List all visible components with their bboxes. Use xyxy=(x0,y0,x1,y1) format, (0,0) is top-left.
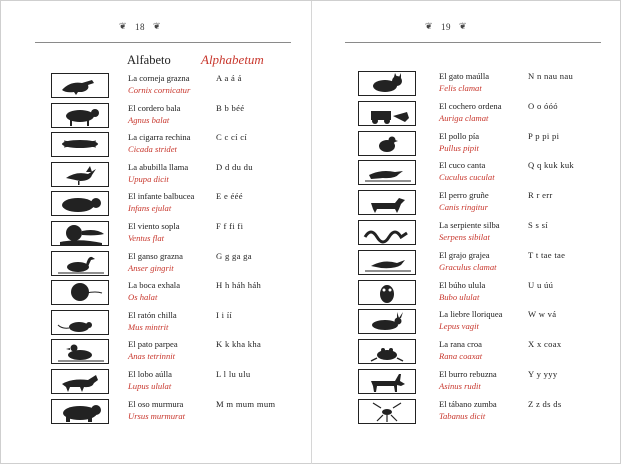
spanish-phrase: El oso murmura xyxy=(128,398,184,409)
spanish-phrase: La rana croa xyxy=(439,339,482,350)
latin-phrase: Pullus pipit xyxy=(439,142,479,153)
right-folio xyxy=(425,21,467,32)
spanish-phrase: El burro rebuzna xyxy=(439,369,497,379)
left-entry-row xyxy=(51,102,306,130)
snake-icon xyxy=(358,220,416,245)
horsefly-icon xyxy=(358,399,416,424)
spanish-phrase: El cordero bala xyxy=(128,102,181,113)
hare-icon xyxy=(358,309,416,334)
spanish-phrase: La boca exhala xyxy=(128,280,181,291)
spanish-phrase: El pollo pía xyxy=(439,130,480,141)
heading-spanish: Alfabeto xyxy=(127,53,171,67)
right-page xyxy=(312,1,621,464)
spanish-phrase: La cigarra rechina xyxy=(128,132,191,143)
fleuron-icon: ❦ xyxy=(119,21,128,31)
left-page-number: 18 xyxy=(135,21,146,32)
heading-latin: Alphabetum xyxy=(201,52,264,67)
right-header-rule xyxy=(345,42,601,43)
spanish-phrase: La liebre lloriquea xyxy=(439,309,503,320)
spanish-phrase: El lobo aúlla xyxy=(128,369,172,379)
letter-sound: U u úú xyxy=(528,279,554,290)
spanish-phrase: El ganso grazna xyxy=(128,250,183,261)
left-folio xyxy=(119,21,161,32)
letter-sound: G g ga ga xyxy=(216,250,252,261)
latin-phrase: Serpens sibilat xyxy=(439,232,490,242)
latin-phrase: Upupa dicit xyxy=(128,173,169,184)
letter-sound: X x coax xyxy=(528,339,562,350)
left-entry-row xyxy=(51,131,306,159)
letter-sound: E e ééé xyxy=(216,191,243,202)
latin-phrase: Mus mintrit xyxy=(128,321,169,332)
latin-phrase: Bubo ululat xyxy=(439,291,480,302)
right-entry-row xyxy=(358,308,613,336)
cat-icon xyxy=(358,71,416,96)
dog-icon xyxy=(358,190,416,215)
left-entry-row xyxy=(51,190,306,218)
letter-sound: O o óóó xyxy=(528,100,558,111)
right-entry-row xyxy=(358,219,613,247)
left-entry-row xyxy=(51,398,306,426)
spanish-phrase: El ratón chilla xyxy=(128,309,177,320)
spanish-phrase: El viento sopla xyxy=(128,221,180,231)
left-entry-row xyxy=(51,250,306,278)
right-entry-row xyxy=(358,368,613,396)
latin-phrase: Tabanus dicit xyxy=(439,410,486,421)
letter-sound: N n nau nau xyxy=(528,71,574,81)
letter-sound: D d du du xyxy=(216,161,253,172)
mouth-icon xyxy=(51,280,109,305)
left-entry-row xyxy=(51,338,306,366)
right-entry-row xyxy=(358,249,613,277)
latin-phrase: Canis ringitur xyxy=(439,202,488,213)
owl-icon xyxy=(358,280,416,305)
letter-sound: M m mum mum xyxy=(216,398,276,409)
spanish-phrase: El perro gruñe xyxy=(439,190,489,201)
left-entry-row xyxy=(51,309,306,337)
latin-phrase: Os halat xyxy=(128,292,158,303)
letter-sound: I i íí xyxy=(216,309,233,320)
fleuron-icon: ❦ xyxy=(153,21,162,31)
crow-icon xyxy=(51,73,109,98)
letter-sound: Q q kuk kuk xyxy=(528,160,575,171)
spanish-phrase: El grajo grajea xyxy=(439,249,490,260)
latin-phrase: Infans ejulat xyxy=(128,203,172,214)
latin-phrase: Anas tetrinnit xyxy=(128,351,176,362)
latin-phrase: Cicada stridet xyxy=(128,144,177,155)
right-entry-row xyxy=(358,70,613,98)
infant-icon xyxy=(51,191,109,216)
coachman-icon xyxy=(358,101,416,126)
latin-phrase: Ventus flat xyxy=(128,233,165,243)
right-entry-row xyxy=(358,100,613,128)
latin-phrase: Ursus murmurat xyxy=(128,410,186,421)
latin-phrase: Cornix cornicatur xyxy=(128,85,191,95)
goose-icon xyxy=(51,251,109,276)
spanish-phrase: El búho ulula xyxy=(439,279,486,290)
lamb-icon xyxy=(51,103,109,128)
bear-icon xyxy=(51,399,109,424)
letter-sound: F f fi fi xyxy=(216,221,244,231)
latin-phrase: Auriga clamat xyxy=(439,112,489,123)
letter-sound: C c cí cí xyxy=(216,132,248,143)
latin-phrase: Graculus clamat xyxy=(439,261,497,272)
latin-phrase: Agnus balat xyxy=(128,114,170,125)
spanish-phrase: El pato parpea xyxy=(128,339,178,350)
right-page-number: 19 xyxy=(441,21,452,32)
latin-phrase: Lupus ululat xyxy=(128,381,172,391)
duck-icon xyxy=(51,339,109,364)
latin-phrase: Lepus vagit xyxy=(439,321,479,332)
fleuron-icon: ❦ xyxy=(425,21,434,31)
latin-phrase: Anser gingrit xyxy=(128,262,174,273)
right-entry-row xyxy=(358,279,613,307)
cuckoo-icon xyxy=(358,160,416,185)
letter-sound: T t tae tae xyxy=(528,249,566,260)
letter-sound: H h háh háh xyxy=(216,280,262,291)
letter-sound: Z z ds ds xyxy=(528,398,562,409)
cicada-icon xyxy=(51,132,109,157)
latin-phrase: Asinus rudit xyxy=(439,381,481,391)
letter-sound: B b béé xyxy=(216,102,245,113)
right-entry-row xyxy=(358,189,613,217)
right-entry-row xyxy=(358,398,613,426)
spanish-phrase: El cuco canta xyxy=(439,160,486,171)
right-entry-row xyxy=(358,130,613,158)
left-entry-row xyxy=(51,161,306,189)
letter-sound: L l lu ulu xyxy=(216,369,251,379)
spanish-phrase: El tábano zumba xyxy=(439,398,497,409)
letter-sound: P p pi pi xyxy=(528,130,560,141)
latin-phrase: Felis clamat xyxy=(439,83,482,93)
latin-phrase: Cuculus cuculat xyxy=(439,172,495,183)
left-entry-row xyxy=(51,368,306,396)
letter-sound: S s sí xyxy=(528,220,548,230)
left-entry-row xyxy=(51,220,306,248)
frog-icon xyxy=(358,339,416,364)
letter-sound: K k kha kha xyxy=(216,339,262,350)
letter-sound: W w vá xyxy=(528,309,557,320)
spanish-phrase: La serpiente silba xyxy=(439,220,500,230)
fleuron-icon: ❦ xyxy=(459,21,468,31)
latin-phrase: Rana coaxat xyxy=(439,351,483,362)
spanish-phrase: El cochero ordena xyxy=(439,100,502,111)
right-entry-row xyxy=(358,338,613,366)
chick-icon xyxy=(358,131,416,156)
wind-icon xyxy=(51,221,109,246)
letter-sound: R r err xyxy=(528,190,553,201)
left-entry-row xyxy=(51,279,306,307)
donkey-icon xyxy=(358,369,416,394)
spanish-phrase: El infante balbucea xyxy=(128,191,195,202)
spanish-phrase: La corneja grazna xyxy=(128,73,190,83)
wolf-icon xyxy=(51,369,109,394)
letter-sound: A a á á xyxy=(216,73,242,83)
left-page xyxy=(1,1,311,464)
mouse-icon xyxy=(51,310,109,335)
letter-sound: Y y yyy xyxy=(528,369,558,379)
spanish-phrase: La abubilla llama xyxy=(128,161,189,172)
hoopoe-icon xyxy=(51,162,109,187)
jay-icon xyxy=(358,250,416,275)
left-entry-row xyxy=(51,72,306,100)
right-entry-row xyxy=(358,159,613,187)
spanish-phrase: El gato maúlla xyxy=(439,71,490,81)
left-header-rule xyxy=(35,42,291,43)
